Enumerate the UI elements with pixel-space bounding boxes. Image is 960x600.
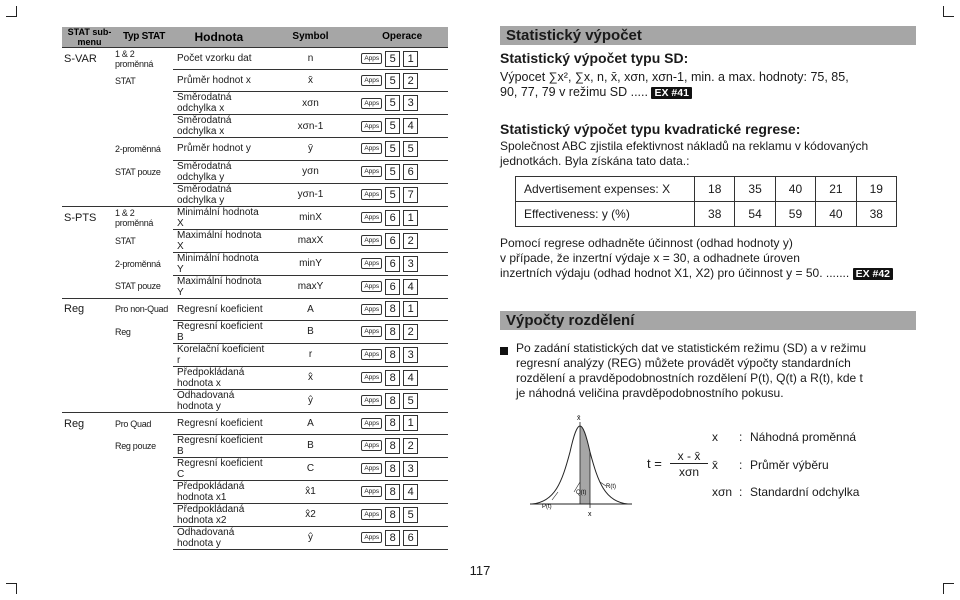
key-sequence	[356, 438, 448, 454]
cell-submenu: S-PTS	[62, 206, 115, 229]
section-title-stat-calc: Statistický výpočet	[500, 26, 916, 45]
legend-sep: :	[739, 485, 743, 499]
key-box: 8	[385, 461, 400, 477]
key-sequence	[356, 279, 448, 295]
cell-operation	[356, 115, 448, 138]
ad-row1-label: Advertisement expenses: X	[516, 177, 695, 202]
cell-symbol: yσn-1	[265, 183, 357, 206]
ad-cell: 54	[735, 202, 775, 227]
key-sequence	[356, 95, 448, 111]
key-box: 1	[403, 210, 418, 226]
header-typ-stat: Typ STAT	[115, 27, 173, 48]
key-box: 8	[385, 507, 400, 523]
key-box: 8	[385, 324, 400, 340]
key-box: 8	[385, 301, 400, 317]
legend-sym-xbar: x̄	[712, 458, 718, 472]
key-box: 5	[403, 141, 418, 157]
key-sequence	[356, 256, 448, 272]
apps-key: Apps	[361, 372, 382, 383]
key-box: 2	[403, 233, 418, 249]
cell-submenu	[62, 457, 115, 480]
ad-row-effectiveness	[516, 202, 897, 227]
cell-symbol: maxY	[265, 275, 357, 298]
ad-cell: 38	[856, 202, 896, 227]
key-box: 6	[385, 210, 400, 226]
cell-value-name: Regresní koeficient B	[173, 434, 265, 457]
table-header-row	[62, 27, 448, 48]
legend-sep: :	[739, 458, 743, 472]
cell-operation	[356, 298, 448, 320]
cell-stat-type: 2-proměnná	[115, 258, 161, 269]
cell-value-name: Odhadovaná hodnota y	[173, 389, 265, 412]
sd-paragraph	[500, 70, 916, 101]
ad-cell: 18	[695, 177, 735, 202]
cell-value-name: Předpokládaná hodnota x2	[173, 503, 265, 526]
sd-line-2-wrap	[500, 85, 916, 101]
apps-key: Apps	[361, 258, 382, 269]
cell-operation	[356, 526, 448, 549]
cell-value-name: Průměr hodnot y	[173, 138, 265, 160]
table-row	[62, 70, 448, 92]
cell-submenu	[62, 92, 115, 115]
cell-stat-type	[115, 526, 173, 549]
cell-stat-type: Pro Quad	[115, 412, 173, 434]
cell-submenu	[62, 503, 115, 526]
apps-key: Apps	[361, 486, 382, 497]
cell-stat-type: STAT	[115, 75, 136, 86]
cell-operation	[356, 160, 448, 183]
key-sequence	[356, 507, 448, 523]
table-row	[62, 389, 448, 412]
key-box: 8	[385, 438, 400, 454]
cell-operation	[356, 343, 448, 366]
cell-value-name: Maximální hodnota X	[173, 229, 265, 252]
key-sequence	[356, 51, 448, 67]
cell-operation	[356, 138, 448, 160]
table-row	[62, 480, 448, 503]
key-sequence	[356, 530, 448, 546]
apps-key: Apps	[361, 166, 382, 177]
cell-value-name: Korelační koeficient r	[173, 343, 265, 366]
table-row	[62, 160, 448, 183]
apps-key: Apps	[361, 143, 382, 154]
ad-row-expenses	[516, 177, 897, 202]
cell-symbol: ŷ	[265, 389, 357, 412]
key-box: 5	[385, 164, 400, 180]
cell-operation	[356, 70, 448, 92]
table-row	[62, 298, 448, 320]
cell-stat-type: STAT pouze	[115, 166, 161, 177]
cell-value-name: Směrodatná odchylka y	[173, 183, 265, 206]
cell-operation	[356, 48, 448, 70]
cell-submenu	[62, 526, 115, 549]
key-box: 5	[385, 73, 400, 89]
formula-denominator: xσn	[678, 465, 700, 479]
key-sequence	[356, 301, 448, 317]
cell-symbol: x̂1	[265, 480, 357, 503]
apps-key: Apps	[361, 440, 382, 451]
cell-value-name: Regresní koeficient	[173, 412, 265, 434]
apps-key: Apps	[361, 189, 382, 200]
cell-submenu	[62, 389, 115, 412]
key-sequence	[356, 484, 448, 500]
ad-cell: 35	[735, 177, 775, 202]
cell-symbol: C	[265, 457, 357, 480]
key-sequence	[356, 141, 448, 157]
table-row	[62, 366, 448, 389]
key-box: 3	[403, 347, 418, 363]
table-row	[62, 183, 448, 206]
table-row	[62, 503, 448, 526]
table-row	[62, 206, 448, 229]
key-box: 7	[403, 187, 418, 203]
key-box: 6	[385, 256, 400, 272]
cell-symbol: B	[265, 434, 357, 457]
page-number: 117	[469, 563, 491, 578]
cell-value-name: Regresní koeficient B	[173, 320, 265, 343]
apps-key: Apps	[361, 212, 382, 223]
table-row	[62, 526, 448, 549]
cell-stat-type: Reg pouze	[115, 440, 156, 451]
apps-key: Apps	[361, 509, 382, 520]
key-sequence	[356, 461, 448, 477]
cell-submenu	[62, 252, 115, 275]
cell-value-name: Odhadovaná hodnota y	[173, 526, 265, 549]
cell-value-name: Regresní koeficient C	[173, 457, 265, 480]
ad-cell: 21	[816, 177, 856, 202]
q-line-3-wrap	[500, 266, 916, 282]
q-line-2: v případe, že inzertní výdaje x = 30, a odhadnete úroven	[500, 251, 800, 265]
ad-cell: 38	[695, 202, 735, 227]
cell-submenu	[62, 480, 115, 503]
cell-operation	[356, 434, 448, 457]
cell-symbol: ȳ	[265, 138, 357, 160]
cell-symbol: minY	[265, 252, 357, 275]
bullet-square-icon	[500, 347, 508, 355]
dist-line-2: regresní analýzy (REG) můžete provádět výpočty standardních	[516, 356, 851, 370]
table-row	[62, 320, 448, 343]
cell-symbol: x̂	[265, 366, 357, 389]
crop-mark-top-left	[6, 6, 17, 17]
q-line-3: inzertních výdaju (odhad hodnot X1, X2) pro účinnost y = 50. .......	[500, 266, 850, 280]
key-box: 8	[385, 484, 400, 500]
cell-stat-type: Reg	[115, 326, 131, 337]
key-box: 4	[403, 484, 418, 500]
stat-table-body	[62, 48, 448, 550]
cell-stat-type: 1 & 2 proměnná	[115, 48, 173, 70]
key-sequence	[356, 347, 448, 363]
key-sequence	[356, 324, 448, 340]
key-sequence	[356, 370, 448, 386]
dist-line-3: rozdělení a pravděpodobnostních rozdělení P(t), Q(t) a R(t), kde t	[516, 371, 863, 385]
advertisement-data-table	[515, 176, 897, 227]
key-sequence	[356, 164, 448, 180]
key-box: 2	[403, 324, 418, 340]
ad-cell: 40	[816, 202, 856, 227]
quad-line-2: jednotkách. Byla získána tato data.:	[500, 154, 690, 168]
table-row	[62, 229, 448, 252]
cell-symbol: ŷ	[265, 526, 357, 549]
cell-submenu: S-VAR	[62, 48, 115, 70]
apps-key: Apps	[361, 75, 382, 86]
header-hodnota: Hodnota	[173, 27, 265, 48]
cell-operation	[356, 503, 448, 526]
apps-key: Apps	[361, 532, 382, 543]
cell-value-name: Předpokládaná hodnota x	[173, 366, 265, 389]
table-row	[62, 138, 448, 160]
cell-stat-type: STAT	[115, 235, 136, 246]
key-sequence	[356, 415, 448, 431]
regression-question	[500, 236, 916, 282]
cell-submenu	[62, 366, 115, 389]
apps-key: Apps	[361, 326, 382, 337]
cell-submenu: Reg	[62, 298, 115, 320]
cell-operation	[356, 320, 448, 343]
formula-t-label: t =	[647, 456, 662, 471]
key-sequence	[356, 73, 448, 89]
legend-sym-xsigma: xσn	[712, 485, 733, 499]
cell-submenu	[62, 138, 115, 160]
key-box: 2	[403, 438, 418, 454]
cell-value-name: Maximální hodnota Y	[173, 275, 265, 298]
cell-stat-type	[115, 457, 173, 480]
key-box: 5	[403, 507, 418, 523]
key-box: 5	[385, 95, 400, 111]
cell-symbol: xσn-1	[265, 115, 357, 138]
apps-key: Apps	[361, 304, 382, 315]
header-symbol: Symbol	[265, 27, 357, 48]
legend-desc-x: Náhodná proměnná	[750, 430, 857, 444]
key-sequence	[356, 118, 448, 134]
apps-key: Apps	[361, 349, 382, 360]
key-box: 3	[403, 461, 418, 477]
ad-cell: 40	[775, 177, 815, 202]
key-box: 4	[403, 370, 418, 386]
table-row	[62, 48, 448, 70]
cell-value-name: Minimální hodnota Y	[173, 252, 265, 275]
cell-stat-type: Pro non-Quad	[115, 298, 173, 320]
table-row	[62, 434, 448, 457]
key-box: 5	[385, 51, 400, 67]
cell-symbol: B	[265, 320, 357, 343]
graph-label-r: R(t)	[606, 484, 616, 490]
cell-symbol: minX	[265, 206, 357, 229]
sd-line-1: Výpocet ∑x², ∑x, n, x̄, xσn, xσn-1, min. a max. hodnoty: 75, 85,	[500, 70, 849, 84]
cell-submenu	[62, 160, 115, 183]
key-sequence	[356, 233, 448, 249]
cell-stat-type	[115, 389, 173, 412]
dist-line-4: je náhodná veličina pravděpodobnostního pokusu.	[516, 386, 784, 400]
cell-value-name: Průměr hodnot x	[173, 70, 265, 92]
key-box: 3	[403, 95, 418, 111]
cell-stat-type	[115, 92, 173, 115]
key-box: 5	[403, 393, 418, 409]
cell-stat-type: STAT pouze	[115, 281, 161, 292]
cell-operation	[356, 92, 448, 115]
cell-symbol: n	[265, 48, 357, 70]
key-box: 6	[403, 164, 418, 180]
cell-stat-type: 2-proměnná	[115, 143, 161, 154]
sd-line-2: 90, 77, 79 v režimu SD .....	[500, 85, 648, 99]
key-sequence	[356, 210, 448, 226]
key-box: 1	[403, 301, 418, 317]
cell-value-name: Směrodatná odchylka x	[173, 92, 265, 115]
formula-numerator: x - x̄	[670, 449, 708, 464]
cell-operation	[356, 183, 448, 206]
legend-sym-x: x	[712, 430, 718, 444]
cell-stat-type	[115, 480, 173, 503]
cell-operation	[356, 275, 448, 298]
ad-cell: 19	[856, 177, 896, 202]
apps-key: Apps	[361, 121, 382, 132]
cell-value-name: Směrodatná odchylka y	[173, 160, 265, 183]
cell-symbol: r	[265, 343, 357, 366]
key-box: 3	[403, 256, 418, 272]
apps-key: Apps	[361, 235, 382, 246]
table-row	[62, 457, 448, 480]
cell-operation	[356, 480, 448, 503]
cell-stat-type: 1 & 2 proměnná	[115, 206, 173, 229]
cell-operation	[356, 389, 448, 412]
cell-submenu	[62, 115, 115, 138]
key-sequence	[356, 187, 448, 203]
graph-label-xbar: x̄	[577, 415, 581, 422]
key-box: 5	[385, 141, 400, 157]
apps-key: Apps	[361, 395, 382, 406]
header-stat-submenu: STAT sub-menu	[62, 27, 115, 48]
legend-sep: :	[739, 430, 743, 444]
cell-operation	[356, 366, 448, 389]
legend-desc-xbar: Průměr výběru	[750, 458, 829, 472]
key-box: 1	[403, 51, 418, 67]
quad-heading: Statistický výpočet typu kvadratické regrese:	[500, 121, 801, 137]
distribution-paragraph	[516, 341, 916, 401]
table-row	[62, 252, 448, 275]
cell-value-name: Počet vzorku dat	[173, 48, 265, 70]
legend-desc-xsigma: Standardní odchylka	[750, 485, 860, 499]
cell-submenu	[62, 275, 115, 298]
cell-operation	[356, 229, 448, 252]
key-box: 4	[403, 118, 418, 134]
cell-symbol: x̂2	[265, 503, 357, 526]
cell-submenu	[62, 343, 115, 366]
key-box: 2	[403, 73, 418, 89]
ex42-badge: EX #42	[853, 268, 893, 280]
key-box: 6	[385, 279, 400, 295]
crop-mark-top-right	[943, 6, 954, 17]
cell-operation	[356, 252, 448, 275]
key-box: 6	[403, 530, 418, 546]
cell-submenu	[62, 320, 115, 343]
cell-symbol: yσn	[265, 160, 357, 183]
key-box: 6	[385, 233, 400, 249]
stat-values-table	[62, 27, 448, 550]
cell-submenu	[62, 434, 115, 457]
cell-submenu: Reg	[62, 412, 115, 434]
sd-heading: Statistický výpočet typu SD:	[500, 50, 689, 66]
ad-row2-label: Effectiveness: y (%)	[516, 202, 695, 227]
cell-symbol: A	[265, 298, 357, 320]
cell-value-name: Směrodatná odchylka x	[173, 115, 265, 138]
key-sequence	[356, 393, 448, 409]
ad-cell: 59	[775, 202, 815, 227]
table-row	[62, 115, 448, 138]
cell-symbol: x̄	[265, 70, 357, 92]
cell-value-name: Předpokládaná hodnota x1	[173, 480, 265, 503]
apps-key: Apps	[361, 281, 382, 292]
cell-value-name: Regresní koeficient	[173, 298, 265, 320]
table-row	[62, 412, 448, 434]
q-line-1: Pomocí regrese odhadněte účinnost (odhad hodnoty y)	[500, 236, 793, 250]
key-box: 1	[403, 415, 418, 431]
graph-label-p: P(t)	[542, 504, 552, 510]
cell-value-name: Minimální hodnota X	[173, 206, 265, 229]
dist-line-1: Po zadání statistických dat ve statistickém režimu (SD) a v režimu	[516, 341, 867, 355]
quad-paragraph	[500, 139, 916, 169]
table-row	[62, 92, 448, 115]
key-box: 8	[385, 530, 400, 546]
cell-stat-type	[115, 503, 173, 526]
key-box: 8	[385, 347, 400, 363]
apps-key: Apps	[361, 463, 382, 474]
table-row	[62, 275, 448, 298]
crop-mark-bottom-right	[943, 583, 954, 594]
apps-key: Apps	[361, 418, 382, 429]
cell-symbol: A	[265, 412, 357, 434]
cell-operation	[356, 206, 448, 229]
ex41-badge: EX #41	[651, 87, 691, 99]
apps-key: Apps	[361, 98, 382, 109]
cell-symbol: maxX	[265, 229, 357, 252]
cell-submenu	[62, 183, 115, 206]
cell-stat-type	[115, 183, 173, 206]
cell-operation	[356, 412, 448, 434]
cell-symbol: xσn	[265, 92, 357, 115]
apps-key: Apps	[361, 53, 382, 64]
key-box: 8	[385, 393, 400, 409]
header-operace: Operace	[356, 27, 448, 48]
normal-distribution-graph	[530, 412, 640, 522]
cell-stat-type	[115, 366, 173, 389]
cell-stat-type	[115, 115, 173, 138]
cell-submenu	[62, 70, 115, 92]
quad-line-1: Společnost ABC zjistila efektivnost nákladů na reklamu v kódovaných	[500, 139, 869, 153]
key-box: 4	[403, 279, 418, 295]
section-title-distribution: Výpočty rozdělení	[500, 311, 916, 330]
key-box: 8	[385, 370, 400, 386]
crop-mark-bottom-left	[6, 583, 17, 594]
table-row	[62, 343, 448, 366]
key-box: 5	[385, 118, 400, 134]
key-box: 8	[385, 415, 400, 431]
cell-stat-type	[115, 343, 173, 366]
graph-label-q: Q(t)	[576, 490, 587, 496]
cell-operation	[356, 457, 448, 480]
key-box: 5	[385, 187, 400, 203]
graph-label-x: x	[588, 511, 592, 518]
cell-submenu	[62, 229, 115, 252]
